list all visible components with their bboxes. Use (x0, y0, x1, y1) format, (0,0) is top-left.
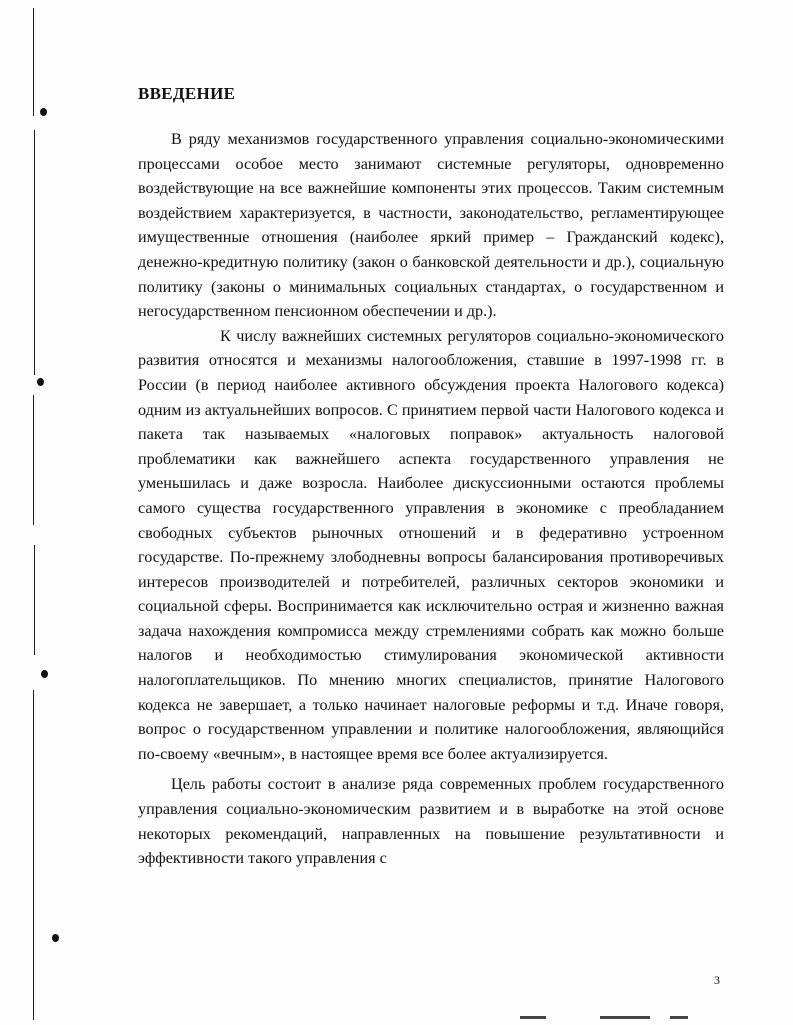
punch-hole-mark (52, 934, 59, 942)
scan-bottom-mark (600, 1016, 650, 1019)
page-number: 3 (714, 973, 720, 987)
page-heading: ВВЕДЕНИЕ (138, 84, 236, 103)
scan-edge-line-middle (33, 395, 34, 525)
scan-edge-line-lower (34, 545, 35, 655)
scan-edge-line-top (33, 8, 34, 116)
scan-edge-line-bottom (33, 690, 34, 1020)
scan-bottom-mark (520, 1016, 546, 1019)
document-body (138, 82, 724, 871)
paragraph-3: Цель работы состоит в анализе ряда современных проблем государственного управления социально-экономическим развитием и в выработке на этой основе некоторых рекомендаций, направленных на повышение результативности и эффективности такого управления с (138, 775, 724, 868)
punch-hole-mark (37, 378, 44, 386)
scan-edge-line-upper (34, 130, 35, 375)
paragraph-2: К числу важнейших системных регуляторов социально-экономического развития относятся и механизмы налогообложения, ставшие в 1997-1998 гг. в России (в период наиболее активного обсуждения проекта Налогового кодекса) одним из актуальнейших вопросов. С принятием первой части Налогового кодекса и пакета так называемых «налоговых поправок» актуальность налоговой проблематики как важнейшего аспекта государственного управления не уменьшилась и даже возросла. Наиболее дискуссионными остаются проблемы самого существа государственного управления в экономике с преобладанием свободных субъектов рыночных отношений и в федеративно устроенном государстве. По-прежнему злободневны вопросы балансирования противоречивых интересов производителей и потребителей, различных секторов экономики и социальной сферы. Воспринимается как исключительно острая и жизненно важная задача нахождения компромисса между стремлениями собрать как можно больше налогов и необходимостью стимулирования экономической активности налогоплательщиков. По мнению многих специалистов, принятие Налогового кодекса не завершает, а только начинает налоговые реформы и т.д. Иначе говоря, вопрос о государственном управлении и политике налогообложения, являющийся по-своему «вечным», в настоящее время все более актуализируется. (138, 326, 724, 763)
punch-hole-mark (41, 670, 48, 678)
paragraph-1: В ряду механизмов государственного управления социально-экономическими процессами особое место занимают системные регуляторы, одновременно воздействующие на все важнейшие компоненты этих процессов. Таким системным воздействием характеризуется, в частности, законодательство, регламентирующее имущественные отношения (наиболее яркий пример – Гражданский кодекс), денежно-кредитную политику (закон о банковской деятельности и др.), социальную политику (законы о минимальных социальных стандартах, о государственном и негосударственном пенсионном обеспечении и др.). (138, 130, 724, 321)
punch-hole-mark (40, 108, 47, 116)
scan-bottom-mark (670, 1016, 688, 1019)
